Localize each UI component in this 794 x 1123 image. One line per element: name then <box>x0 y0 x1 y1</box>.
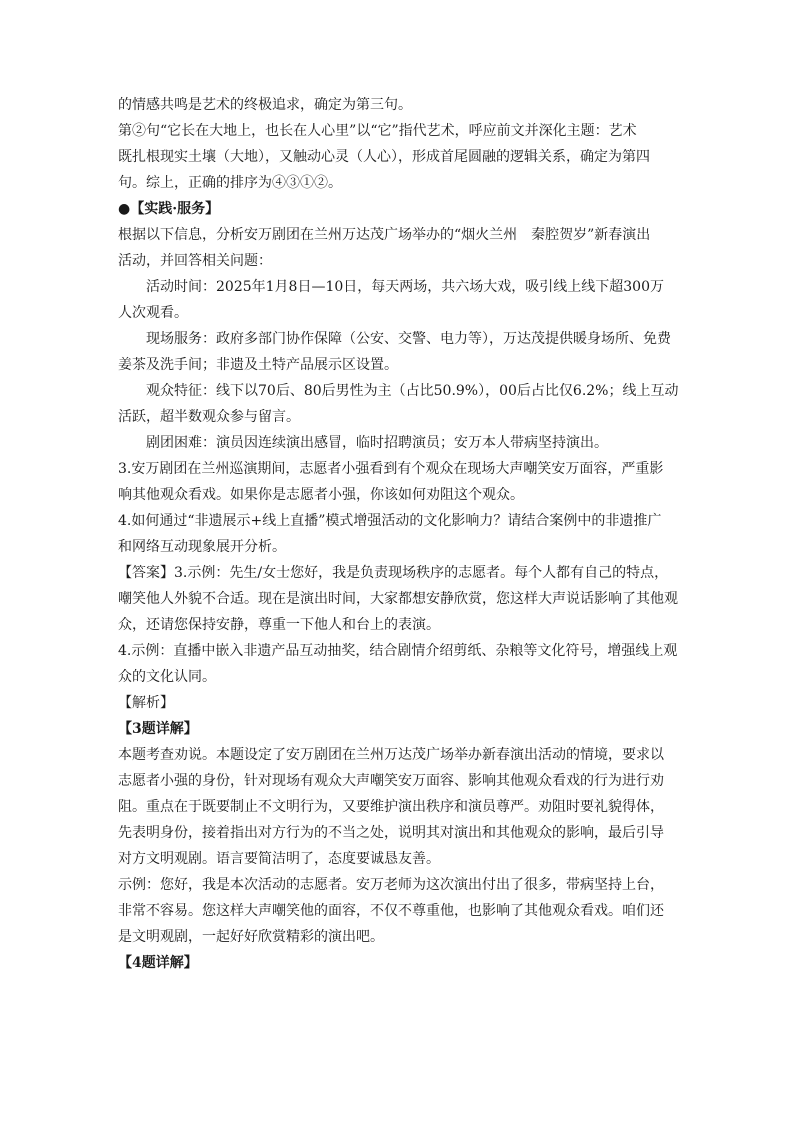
text-line: 是文明观剧，一起好好欣赏精彩的演出吧。 <box>118 929 384 945</box>
text-line: 先表明身份，接着指出对方行为的不当之处，说明其对演出和其他观众的影响，最后引导 <box>118 825 664 841</box>
text-line: 响其他观众看戏。如果你是志愿者小强，你该如何劝阻这个观众。 <box>118 487 524 503</box>
text-line: 既扎根现实土壤（大地），又触动心灵（人心），形成首尾圆融的逻辑关系，确定为第四 <box>118 149 650 165</box>
text-line: 句。综上，正确的排序为④③①②。 <box>118 175 342 191</box>
analysis-heading: 【解析】 <box>118 695 174 711</box>
text-line: 对方文明观剧。语言要简洁明了，态度要诚恳友善。 <box>118 851 440 867</box>
text-line: 众，还请您保持安静，尊重一下他人和台上的表演。 <box>118 617 440 633</box>
document-body <box>118 92 678 976</box>
question-line: 4.如何通过“非遗展示+线上直播”模式增强活动的文化影响力？请结合案例中的非遗推广 <box>118 513 662 529</box>
text-line: 和网络互动现象展开分析。 <box>118 539 286 555</box>
info-line: 剧团困难：演员因连续演出感冒，临时招聘演员；安万本人带病坚持演出。 <box>146 435 608 451</box>
text-line: 本题考查劝说。本题设定了安万剧团在兰州万达茂广场举办新春演出活动的情境，要求以 <box>118 747 664 763</box>
subsection-heading: 【4题详解】 <box>118 955 198 971</box>
text-line: 阻。重点在于既要制止不文明行为，又要维护演出秩序和演员尊严。劝阻时要礼貌得体， <box>118 799 664 815</box>
text-line: 非常不容易。您这样大声嘲笑他的面容，不仅不尊重他，也影响了其他观众看戏。咱们还 <box>118 903 664 919</box>
text-line: 根据以下信息，分析安万剧团在兰州万达茂广场举办的“烟火兰州 秦腔贺岁”新春演出 <box>118 227 651 243</box>
example-line: 示例：您好，我是本次活动的志愿者。安万老师为这次演出付出了很多，带病坚持上台， <box>118 877 664 893</box>
question-line: 3.安万剧团在兰州巡演期间，志愿者小强看到有个观众在现场大声嘲笑安万面容，严重影 <box>118 461 664 477</box>
text-line: 活跃，超半数观众参与留言。 <box>118 409 300 425</box>
text-line: 第②句“它长在大地上，也长在人心里”以“它”指代艺术，呼应前文并深化主题：艺术 <box>118 123 637 139</box>
text-line: 众的文化认同。 <box>118 669 216 685</box>
info-line: 观众特征：线下以70后、80后男性为主（占比50.9%），00后占比仅6.2%；线上互动 <box>146 383 679 399</box>
text-line: 志愿者小强的身份，针对现场有观众大声嘲笑安万面容、影响其他观众看戏的行为进行劝 <box>118 773 664 789</box>
text-line: 人次观看。 <box>118 305 188 321</box>
text-line: 活动，并回答相关问题： <box>118 253 272 269</box>
subsection-heading: 【3题详解】 <box>118 721 198 737</box>
text-line: 姜茶及洗手间；非遗及土特产品展示区设置。 <box>118 357 398 373</box>
section-heading: ●【实践·服务】 <box>118 201 220 217</box>
text-line: 嘲笑他人外貌不合适。现在是演出时间，大家都想安静欣赏，您这样大声说话影响了其他观 <box>118 591 678 607</box>
info-line: 现场服务：政府多部门协作保障（公安、交警、电力等），万达茂提供暖身场所、免费 <box>146 331 671 347</box>
info-line: 活动时间：2025年1月8日—10日，每天两场，共六场大戏，吸引线上线下超300万 <box>146 279 664 295</box>
answer-line: 【答案】3.示例：先生/女士您好，我是负责现场秩序的志愿者。每个人都有自己的特点， <box>118 565 669 581</box>
text-line: 的情感共鸣是艺术的终极追求，确定为第三句。 <box>118 97 412 113</box>
answer-line: 4.示例：直播中嵌入非遗产品互动抽奖，结合剧情介绍剪纸、杂粮等文化符号，增强线上观 <box>118 643 678 659</box>
